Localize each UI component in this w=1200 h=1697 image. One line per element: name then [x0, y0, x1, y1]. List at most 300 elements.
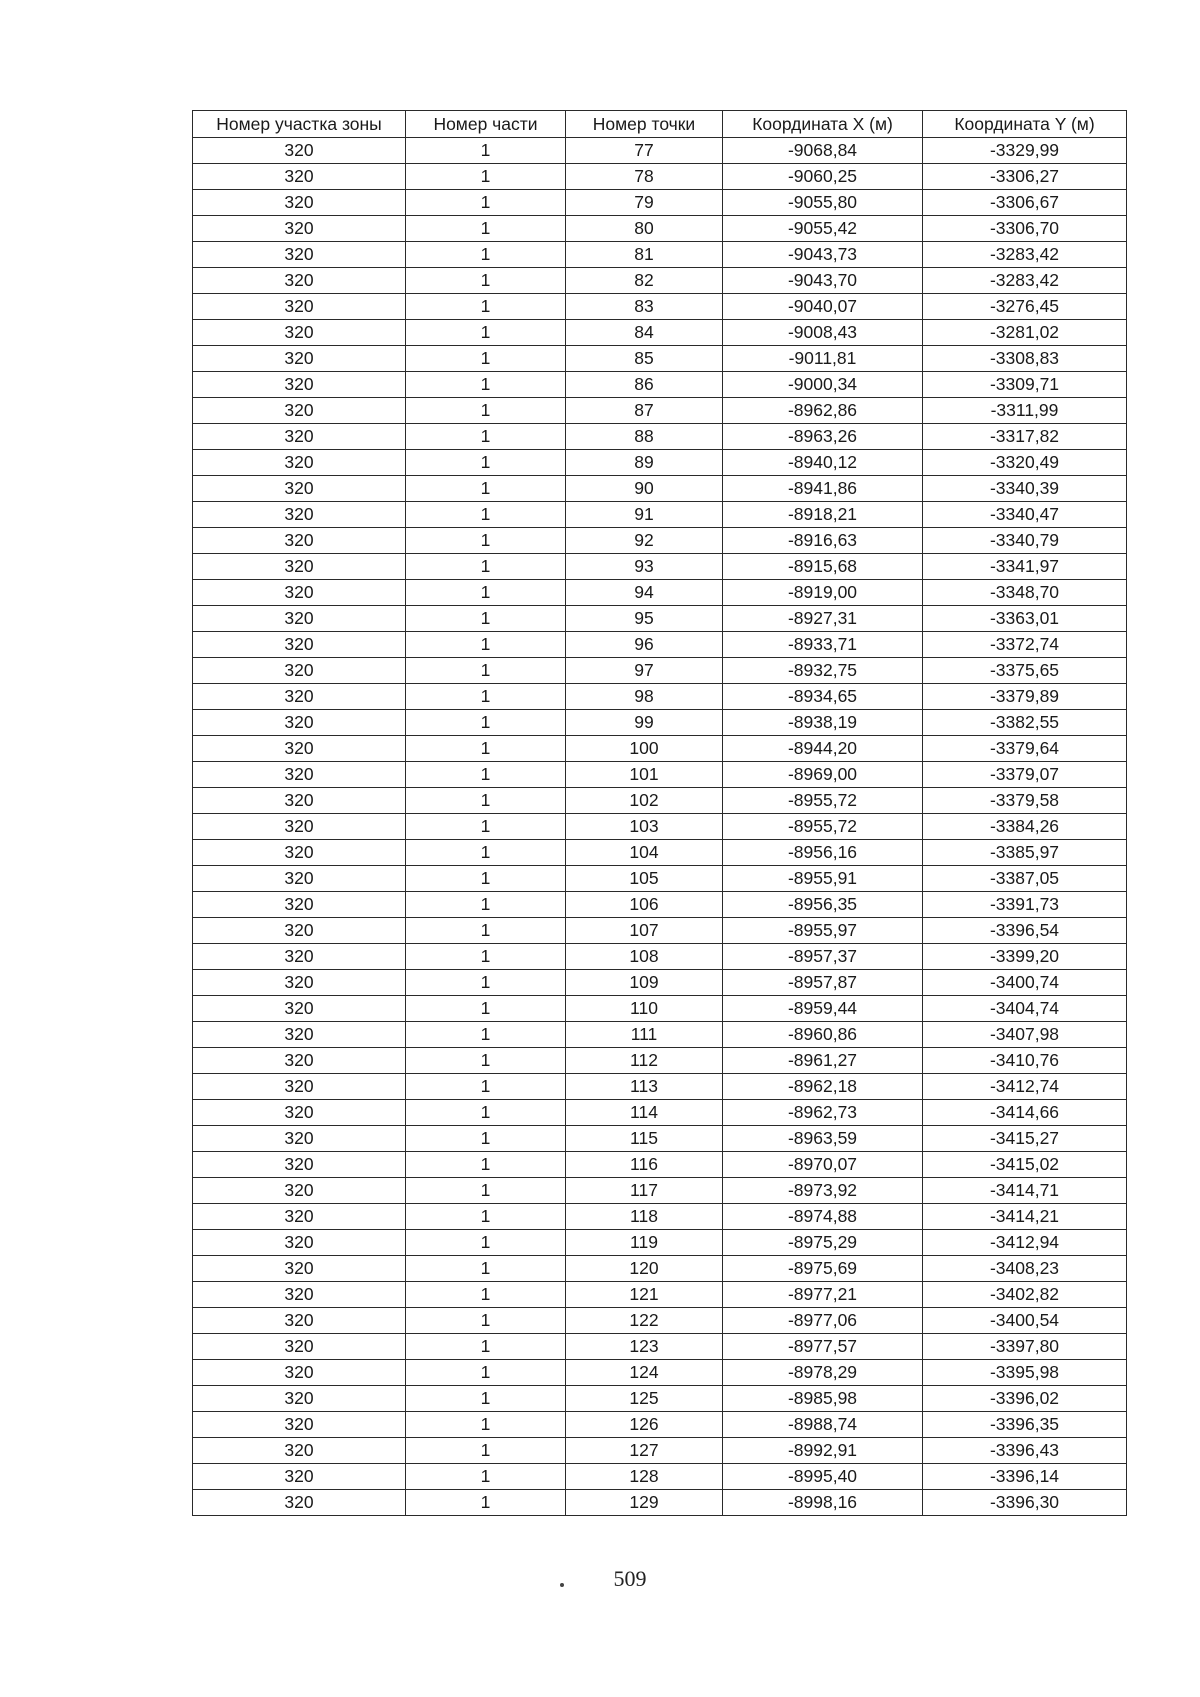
coordinate-x-cell: -9043,73	[723, 242, 923, 268]
part-number-cell: 1	[406, 580, 566, 606]
coordinate-y-cell: -3396,43	[923, 1438, 1127, 1464]
coordinate-x-cell: -9000,34	[723, 372, 923, 398]
table-row	[193, 970, 1127, 996]
coordinate-x-cell: -8978,29	[723, 1360, 923, 1386]
point-number-cell: 95	[566, 606, 723, 632]
part-number-cell: 1	[406, 710, 566, 736]
zone-section-cell: 320	[193, 216, 406, 242]
zone-section-cell: 320	[193, 1386, 406, 1412]
part-number-cell: 1	[406, 788, 566, 814]
part-number-cell: 1	[406, 268, 566, 294]
zone-section-cell: 320	[193, 840, 406, 866]
coordinate-x-cell: -8918,21	[723, 502, 923, 528]
point-number-cell: 114	[566, 1100, 723, 1126]
table-row	[193, 346, 1127, 372]
part-number-cell: 1	[406, 346, 566, 372]
coordinate-x-cell: -8955,72	[723, 788, 923, 814]
coordinate-y-cell: -3283,42	[923, 242, 1127, 268]
coordinate-y-cell: -3402,82	[923, 1282, 1127, 1308]
table-row	[193, 1360, 1127, 1386]
table-row	[193, 190, 1127, 216]
table-row	[193, 918, 1127, 944]
table-row	[193, 1282, 1127, 1308]
part-number-cell: 1	[406, 1048, 566, 1074]
table-row	[193, 632, 1127, 658]
coordinate-y-cell: -3414,71	[923, 1178, 1127, 1204]
zone-section-cell: 320	[193, 1100, 406, 1126]
coordinate-x-cell: -8962,18	[723, 1074, 923, 1100]
coordinate-x-cell: -8988,74	[723, 1412, 923, 1438]
point-number-cell: 87	[566, 398, 723, 424]
part-number-cell: 1	[406, 502, 566, 528]
point-number-cell: 124	[566, 1360, 723, 1386]
coordinate-y-cell: -3309,71	[923, 372, 1127, 398]
part-number-cell: 1	[406, 138, 566, 164]
table-row	[193, 554, 1127, 580]
coordinate-y-cell: -3399,20	[923, 944, 1127, 970]
zone-section-cell: 320	[193, 1256, 406, 1282]
coordinate-y-cell: -3396,54	[923, 918, 1127, 944]
table-row	[193, 1412, 1127, 1438]
table-row	[193, 1100, 1127, 1126]
point-number-cell: 105	[566, 866, 723, 892]
coordinate-y-cell: -3306,27	[923, 164, 1127, 190]
table-row	[193, 398, 1127, 424]
coordinate-x-cell: -8932,75	[723, 658, 923, 684]
zone-section-cell: 320	[193, 502, 406, 528]
part-number-cell: 1	[406, 320, 566, 346]
zone-section-cell: 320	[193, 554, 406, 580]
coordinate-x-cell: -8961,27	[723, 1048, 923, 1074]
coordinate-x-cell: -9068,84	[723, 138, 923, 164]
table-row	[193, 294, 1127, 320]
zone-section-cell: 320	[193, 1412, 406, 1438]
coordinate-x-cell: -8941,86	[723, 476, 923, 502]
point-number-cell: 94	[566, 580, 723, 606]
coordinate-y-cell: -3391,73	[923, 892, 1127, 918]
table-row	[193, 684, 1127, 710]
part-number-cell: 1	[406, 632, 566, 658]
table-row	[193, 502, 1127, 528]
point-number-cell: 93	[566, 554, 723, 580]
zone-section-cell: 320	[193, 918, 406, 944]
zone-section-cell: 320	[193, 1490, 406, 1516]
table-row	[193, 866, 1127, 892]
part-number-cell: 1	[406, 1178, 566, 1204]
zone-section-cell: 320	[193, 736, 406, 762]
table-row	[193, 658, 1127, 684]
table-row	[193, 736, 1127, 762]
point-number-cell: 129	[566, 1490, 723, 1516]
coordinate-x-cell: -9043,70	[723, 268, 923, 294]
part-number-cell: 1	[406, 684, 566, 710]
table-row	[193, 476, 1127, 502]
coordinate-y-cell: -3385,97	[923, 840, 1127, 866]
part-number-cell: 1	[406, 1334, 566, 1360]
coordinate-x-cell: -9008,43	[723, 320, 923, 346]
coordinate-x-cell: -8962,73	[723, 1100, 923, 1126]
coordinate-x-cell: -8940,12	[723, 450, 923, 476]
point-number-cell: 111	[566, 1022, 723, 1048]
part-number-cell: 1	[406, 1308, 566, 1334]
point-number-cell: 101	[566, 762, 723, 788]
zone-section-cell: 320	[193, 1178, 406, 1204]
zone-section-cell: 320	[193, 684, 406, 710]
point-number-cell: 98	[566, 684, 723, 710]
table-row	[193, 1256, 1127, 1282]
zone-section-cell: 320	[193, 1126, 406, 1152]
coordinate-x-cell: -9040,07	[723, 294, 923, 320]
point-number-cell: 110	[566, 996, 723, 1022]
point-number-cell: 117	[566, 1178, 723, 1204]
zone-section-cell: 320	[193, 1308, 406, 1334]
zone-section-cell: 320	[193, 1230, 406, 1256]
table-row	[193, 996, 1127, 1022]
coordinate-y-cell: -3396,30	[923, 1490, 1127, 1516]
part-number-cell: 1	[406, 1282, 566, 1308]
coordinate-x-cell: -8985,98	[723, 1386, 923, 1412]
table-row	[193, 424, 1127, 450]
coordinate-x-cell: -8916,63	[723, 528, 923, 554]
table-row	[193, 268, 1127, 294]
point-number-cell: 99	[566, 710, 723, 736]
coordinate-y-cell: -3379,07	[923, 762, 1127, 788]
zone-section-cell: 320	[193, 528, 406, 554]
coordinate-y-cell: -3348,70	[923, 580, 1127, 606]
table-row	[193, 944, 1127, 970]
coordinate-x-cell: -8934,65	[723, 684, 923, 710]
part-number-cell: 1	[406, 242, 566, 268]
coordinate-y-cell: -3283,42	[923, 268, 1127, 294]
coordinate-x-cell: -8957,87	[723, 970, 923, 996]
part-number-cell: 1	[406, 1438, 566, 1464]
point-number-cell: 79	[566, 190, 723, 216]
coordinates-table	[192, 110, 1127, 1516]
zone-section-cell: 320	[193, 658, 406, 684]
coordinate-y-cell: -3379,64	[923, 736, 1127, 762]
zone-section-cell: 320	[193, 762, 406, 788]
table-row	[193, 840, 1127, 866]
coordinate-x-cell: -8956,35	[723, 892, 923, 918]
part-number-cell: 1	[406, 658, 566, 684]
point-number-cell: 120	[566, 1256, 723, 1282]
zone-section-cell: 320	[193, 242, 406, 268]
coordinate-y-cell: -3415,02	[923, 1152, 1127, 1178]
zone-section-cell: 320	[193, 866, 406, 892]
coordinate-x-cell: -8927,31	[723, 606, 923, 632]
point-number-cell: 85	[566, 346, 723, 372]
zone-section-cell: 320	[193, 814, 406, 840]
coordinate-x-cell: -8957,37	[723, 944, 923, 970]
table-row	[193, 762, 1127, 788]
point-number-cell: 104	[566, 840, 723, 866]
coordinate-x-cell: -8933,71	[723, 632, 923, 658]
part-number-cell: 1	[406, 814, 566, 840]
table-row	[193, 1152, 1127, 1178]
zone-section-cell: 320	[193, 320, 406, 346]
coordinate-x-cell: -8975,69	[723, 1256, 923, 1282]
part-number-cell: 1	[406, 1100, 566, 1126]
zone-section-cell: 320	[193, 788, 406, 814]
zone-section-cell: 320	[193, 424, 406, 450]
coordinate-y-cell: -3306,70	[923, 216, 1127, 242]
point-number-cell: 122	[566, 1308, 723, 1334]
zone-section-cell: 320	[193, 944, 406, 970]
coordinate-x-cell: -8960,86	[723, 1022, 923, 1048]
table-row	[193, 216, 1127, 242]
coordinate-y-cell: -3379,89	[923, 684, 1127, 710]
coordinate-y-cell: -3372,74	[923, 632, 1127, 658]
table-row	[193, 1386, 1127, 1412]
point-number-cell: 89	[566, 450, 723, 476]
coordinate-x-cell: -8955,91	[723, 866, 923, 892]
coordinate-x-cell: -9060,25	[723, 164, 923, 190]
coordinate-y-cell: -3311,99	[923, 398, 1127, 424]
zone-section-cell: 320	[193, 970, 406, 996]
zone-section-cell: 320	[193, 1334, 406, 1360]
table-row	[193, 450, 1127, 476]
coordinate-x-cell: -9055,42	[723, 216, 923, 242]
coordinate-x-cell: -8995,40	[723, 1464, 923, 1490]
table-row	[193, 814, 1127, 840]
table-row	[193, 606, 1127, 632]
coordinate-y-cell: -3306,67	[923, 190, 1127, 216]
part-number-cell: 1	[406, 762, 566, 788]
table-row	[193, 580, 1127, 606]
coordinate-x-cell: -8959,44	[723, 996, 923, 1022]
point-number-cell: 113	[566, 1074, 723, 1100]
table-row	[193, 372, 1127, 398]
part-number-cell: 1	[406, 1464, 566, 1490]
point-number-cell: 119	[566, 1230, 723, 1256]
header-coordinate-x: Координата X (м)	[723, 111, 923, 138]
part-number-cell: 1	[406, 996, 566, 1022]
part-number-cell: 1	[406, 970, 566, 996]
page-number: 509	[613, 1566, 647, 1591]
table-row	[193, 1230, 1127, 1256]
coordinate-x-cell: -8955,97	[723, 918, 923, 944]
part-number-cell: 1	[406, 1074, 566, 1100]
table-row	[193, 528, 1127, 554]
coordinate-y-cell: -3384,26	[923, 814, 1127, 840]
coordinate-y-cell: -3382,55	[923, 710, 1127, 736]
table-row	[193, 788, 1127, 814]
coordinate-y-cell: -3410,76	[923, 1048, 1127, 1074]
part-number-cell: 1	[406, 944, 566, 970]
point-number-cell: 102	[566, 788, 723, 814]
table-row	[193, 1490, 1127, 1516]
header-zone-section: Номер участка зоны	[193, 111, 406, 138]
part-number-cell: 1	[406, 606, 566, 632]
part-number-cell: 1	[406, 1152, 566, 1178]
table-row	[193, 1048, 1127, 1074]
part-number-cell: 1	[406, 450, 566, 476]
point-number-cell: 108	[566, 944, 723, 970]
coordinate-x-cell: -8974,88	[723, 1204, 923, 1230]
part-number-cell: 1	[406, 190, 566, 216]
part-number-cell: 1	[406, 1126, 566, 1152]
point-number-cell: 123	[566, 1334, 723, 1360]
point-number-cell: 84	[566, 320, 723, 346]
point-number-cell: 96	[566, 632, 723, 658]
coordinate-x-cell: -9011,81	[723, 346, 923, 372]
coordinate-y-cell: -3281,02	[923, 320, 1127, 346]
zone-section-cell: 320	[193, 632, 406, 658]
part-number-cell: 1	[406, 840, 566, 866]
coordinate-x-cell: -8915,68	[723, 554, 923, 580]
coordinate-x-cell: -8977,06	[723, 1308, 923, 1334]
zone-section-cell: 320	[193, 996, 406, 1022]
part-number-cell: 1	[406, 736, 566, 762]
coordinate-x-cell: -8998,16	[723, 1490, 923, 1516]
zone-section-cell: 320	[193, 1282, 406, 1308]
coordinate-y-cell: -3276,45	[923, 294, 1127, 320]
coordinate-x-cell: -8970,07	[723, 1152, 923, 1178]
coordinate-y-cell: -3414,21	[923, 1204, 1127, 1230]
coordinate-x-cell: -8963,59	[723, 1126, 923, 1152]
coordinate-x-cell: -9055,80	[723, 190, 923, 216]
coordinate-y-cell: -3415,27	[923, 1126, 1127, 1152]
part-number-cell: 1	[406, 528, 566, 554]
point-number-cell: 121	[566, 1282, 723, 1308]
point-number-cell: 128	[566, 1464, 723, 1490]
table-row	[193, 1308, 1127, 1334]
table-row	[193, 164, 1127, 190]
table-row	[193, 1022, 1127, 1048]
coordinate-y-cell: -3379,58	[923, 788, 1127, 814]
coordinate-y-cell: -3412,74	[923, 1074, 1127, 1100]
coordinate-y-cell: -3404,74	[923, 996, 1127, 1022]
point-number-cell: 80	[566, 216, 723, 242]
zone-section-cell: 320	[193, 1074, 406, 1100]
part-number-cell: 1	[406, 918, 566, 944]
table-row	[193, 1204, 1127, 1230]
coordinate-y-cell: -3308,83	[923, 346, 1127, 372]
coordinate-x-cell: -8975,29	[723, 1230, 923, 1256]
zone-section-cell: 320	[193, 190, 406, 216]
point-number-cell: 77	[566, 138, 723, 164]
table-row	[193, 1438, 1127, 1464]
zone-section-cell: 320	[193, 268, 406, 294]
zone-section-cell: 320	[193, 1204, 406, 1230]
coordinate-y-cell: -3340,79	[923, 528, 1127, 554]
coordinate-y-cell: -3396,14	[923, 1464, 1127, 1490]
point-number-cell: 78	[566, 164, 723, 190]
zone-section-cell: 320	[193, 1048, 406, 1074]
coordinate-y-cell: -3363,01	[923, 606, 1127, 632]
coordinate-x-cell: -8977,57	[723, 1334, 923, 1360]
point-number-cell: 86	[566, 372, 723, 398]
part-number-cell: 1	[406, 164, 566, 190]
point-number-cell: 100	[566, 736, 723, 762]
coordinate-y-cell: -3414,66	[923, 1100, 1127, 1126]
point-number-cell: 106	[566, 892, 723, 918]
zone-section-cell: 320	[193, 294, 406, 320]
coordinate-y-cell: -3341,97	[923, 554, 1127, 580]
coordinate-x-cell: -8977,21	[723, 1282, 923, 1308]
zone-section-cell: 320	[193, 1022, 406, 1048]
coordinate-y-cell: -3387,05	[923, 866, 1127, 892]
coordinate-y-cell: -3400,54	[923, 1308, 1127, 1334]
part-number-cell: 1	[406, 1230, 566, 1256]
coordinate-y-cell: -3397,80	[923, 1334, 1127, 1360]
table-body	[193, 138, 1127, 1516]
coordinate-x-cell: -8963,26	[723, 424, 923, 450]
part-number-cell: 1	[406, 1490, 566, 1516]
coordinate-y-cell: -3395,98	[923, 1360, 1127, 1386]
zone-section-cell: 320	[193, 450, 406, 476]
part-number-cell: 1	[406, 1204, 566, 1230]
point-number-cell: 116	[566, 1152, 723, 1178]
part-number-cell: 1	[406, 476, 566, 502]
part-number-cell: 1	[406, 866, 566, 892]
header-point-number: Номер точки	[566, 111, 723, 138]
zone-section-cell: 320	[193, 710, 406, 736]
table-row	[193, 1178, 1127, 1204]
table-row	[193, 138, 1127, 164]
point-number-cell: 109	[566, 970, 723, 996]
table-row	[193, 710, 1127, 736]
coordinate-y-cell: -3408,23	[923, 1256, 1127, 1282]
part-number-cell: 1	[406, 216, 566, 242]
zone-section-cell: 320	[193, 1464, 406, 1490]
point-number-cell: 107	[566, 918, 723, 944]
part-number-cell: 1	[406, 294, 566, 320]
point-number-cell: 126	[566, 1412, 723, 1438]
zone-section-cell: 320	[193, 346, 406, 372]
part-number-cell: 1	[406, 398, 566, 424]
part-number-cell: 1	[406, 372, 566, 398]
coordinate-y-cell: -3396,02	[923, 1386, 1127, 1412]
coordinate-y-cell: -3320,49	[923, 450, 1127, 476]
point-number-cell: 127	[566, 1438, 723, 1464]
coordinate-y-cell: -3317,82	[923, 424, 1127, 450]
coordinate-y-cell: -3400,74	[923, 970, 1127, 996]
part-number-cell: 1	[406, 554, 566, 580]
table-header-row	[193, 111, 1127, 138]
part-number-cell: 1	[406, 1386, 566, 1412]
zone-section-cell: 320	[193, 580, 406, 606]
coordinate-x-cell: -8992,91	[723, 1438, 923, 1464]
table-header	[193, 111, 1127, 138]
coordinate-x-cell: -8938,19	[723, 710, 923, 736]
zone-section-cell: 320	[193, 476, 406, 502]
table-row	[193, 242, 1127, 268]
coordinate-y-cell: -3407,98	[923, 1022, 1127, 1048]
point-number-cell: 81	[566, 242, 723, 268]
point-number-cell: 103	[566, 814, 723, 840]
coordinate-y-cell: -3396,35	[923, 1412, 1127, 1438]
table-row	[193, 892, 1127, 918]
zone-section-cell: 320	[193, 164, 406, 190]
coordinate-x-cell: -8956,16	[723, 840, 923, 866]
coordinate-y-cell: -3412,94	[923, 1230, 1127, 1256]
coordinate-x-cell: -8919,00	[723, 580, 923, 606]
coordinate-x-cell: -8969,00	[723, 762, 923, 788]
zone-section-cell: 320	[193, 1152, 406, 1178]
point-number-cell: 88	[566, 424, 723, 450]
point-number-cell: 112	[566, 1048, 723, 1074]
header-coordinate-y: Координата Y (м)	[923, 111, 1127, 138]
zone-section-cell: 320	[193, 892, 406, 918]
part-number-cell: 1	[406, 1412, 566, 1438]
coordinate-y-cell: -3340,39	[923, 476, 1127, 502]
point-number-cell: 82	[566, 268, 723, 294]
zone-section-cell: 320	[193, 1360, 406, 1386]
coordinate-x-cell: -8962,86	[723, 398, 923, 424]
point-number-cell: 115	[566, 1126, 723, 1152]
coordinate-x-cell: -8944,20	[723, 736, 923, 762]
